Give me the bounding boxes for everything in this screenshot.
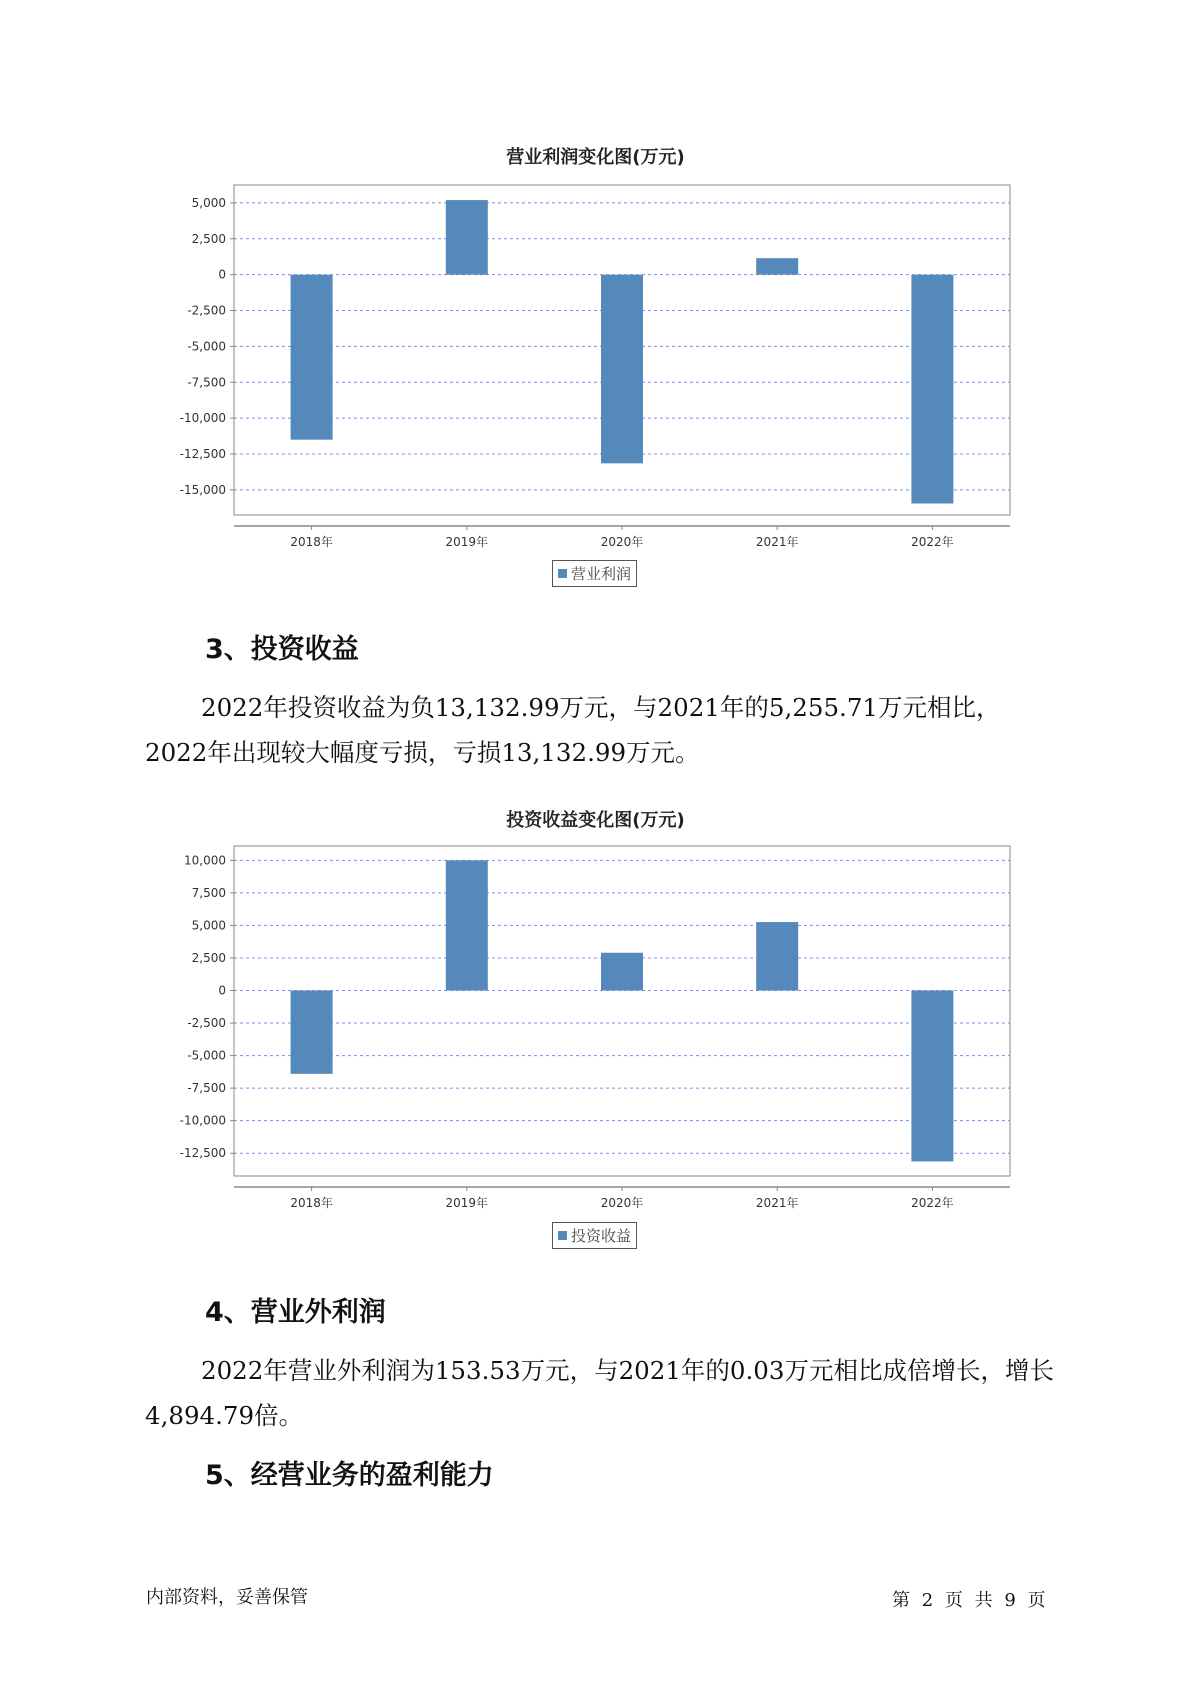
chart2-x-tick-label: 2020年 <box>600 1196 644 1210</box>
chart2-x-tick-label: 2022年 <box>911 1196 954 1210</box>
chart2-investment-income <box>0 843 1191 1208</box>
chart1-y-tick-label: -7,500 <box>187 375 226 390</box>
section5-heading: 5、经营业务的盈利能力 <box>205 1460 494 1491</box>
section3-heading: 3、投资收益 <box>205 634 359 665</box>
chart2-y-tick-label: 0 <box>218 983 226 998</box>
footer-confidential-note: 内部资料，妥善保管 <box>146 1587 308 1608</box>
chart1-operating-profit <box>0 180 1191 549</box>
section3-paragraph: 2022年投资收益为负13,132.99万元，与2021年的5,255.71万元相比，2022年出现较大幅度亏损，亏损13,132.99万元。 <box>145 693 1001 767</box>
chart2-x-tick-label: 2021年 <box>755 1196 799 1210</box>
chart1-y-tick-label: -2,500 <box>187 303 226 318</box>
chart2-legend-swatch <box>558 1231 567 1240</box>
chart1-y-tick-label: 0 <box>218 267 226 282</box>
chart2-bar <box>446 860 488 990</box>
chart1-bar <box>291 275 333 440</box>
chart2-y-tick-label: 7,500 <box>191 885 226 900</box>
chart2-legend-label: 投资收益 <box>571 1227 632 1245</box>
chart2-bar <box>291 990 333 1073</box>
chart1-x-tick-label: 2020年 <box>600 535 644 549</box>
chart2-bar <box>911 990 953 1161</box>
chart2-plot-area <box>234 846 1010 1176</box>
chart1-y-tick-label: -12,500 <box>179 447 226 462</box>
chart1-x-tick-label: 2022年 <box>911 535 954 549</box>
chart2-y-tick-label: -2,500 <box>187 1016 226 1031</box>
chart2-y-tick-label: 5,000 <box>191 918 226 933</box>
chart2-y-tick-label: -7,500 <box>187 1081 226 1096</box>
chart1-y-tick-label: 2,500 <box>191 231 226 246</box>
chart2-y-tick-label: 10,000 <box>184 853 226 868</box>
section4-paragraph: 2022年营业外利润为153.53万元，与2021年的0.03万元相比成倍增长，增长4,894.79倍。 <box>145 1356 1054 1430</box>
section4-heading: 4、营业外利润 <box>205 1297 386 1328</box>
chart2-x-tick-label: 2019年 <box>445 1196 489 1210</box>
chart2-y-tick-label: 2,500 <box>191 950 226 965</box>
chart1-legend-label: 营业利润 <box>571 565 632 583</box>
chart2-x-tick-label: 2018年 <box>290 1196 333 1210</box>
chart1-title: 营业利润变化图(万元) <box>506 147 685 168</box>
chart2-y-tick-label: -10,000 <box>179 1113 226 1128</box>
chart1-y-tick-label: -15,000 <box>179 482 226 497</box>
chart2-y-tick-label: -12,500 <box>179 1146 226 1161</box>
chart1-y-tick-label: 5,000 <box>191 195 226 210</box>
chart1-y-tick-label: -10,000 <box>179 411 226 426</box>
chart2-bar <box>601 953 643 991</box>
chart1-y-tick-label: -5,000 <box>187 339 226 354</box>
chart2-legend <box>552 1222 637 1249</box>
chart1-legend <box>552 560 637 587</box>
chart2-title: 投资收益变化图(万元) <box>506 810 685 831</box>
chart2-bar <box>756 922 798 990</box>
chart1-bar <box>756 258 798 275</box>
chart1-x-tick-label: 2019年 <box>445 535 489 549</box>
chart1-x-tick-label: 2021年 <box>755 535 799 549</box>
chart1-bar <box>911 275 953 504</box>
footer-page-number: 第 2 页 共 9 页 <box>892 1590 1046 1611</box>
chart1-bar <box>446 200 488 275</box>
chart1-legend-swatch <box>558 569 567 578</box>
chart1-x-tick-label: 2018年 <box>290 535 333 549</box>
chart2-y-tick-label: -5,000 <box>187 1048 226 1063</box>
chart1-bar <box>601 275 643 464</box>
